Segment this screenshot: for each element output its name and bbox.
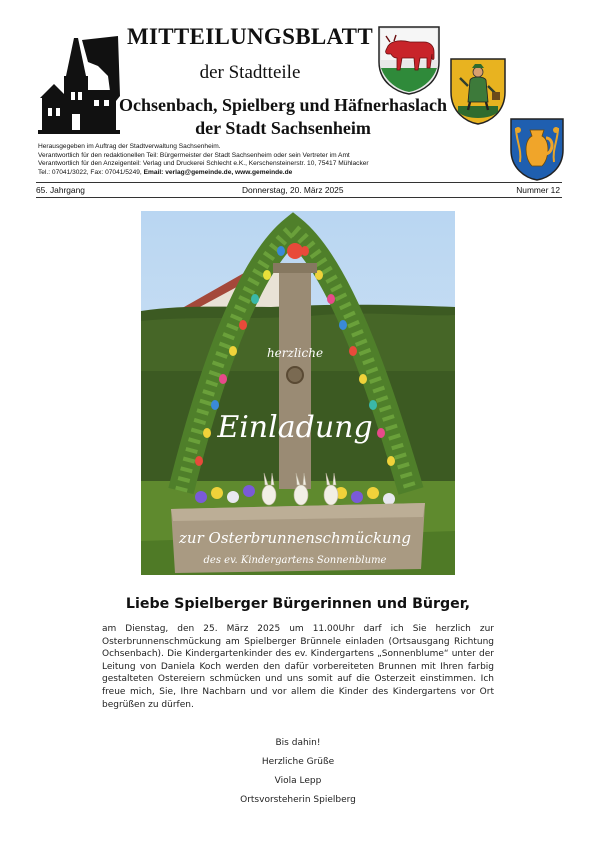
article-headline: Liebe Spielberger Bürgerinnen und Bürger, <box>125 596 471 612</box>
imprint-publisher: Herausgegeben im Auftrag der Stadtverwaltung Sachsenheim. <box>38 143 221 150</box>
header-rule-bottom <box>36 197 562 198</box>
easter-fountain-photo <box>141 211 455 575</box>
article-body: am Dienstag, den 25. März 2025 um 11.00Uhr darf ich Sie herzlich zur Osterbrunnenschmückung am Spielberger Brünnele einladen (Ortsausgang Richtung Ochsenbach). Die Kindergartenkinder des ev. Kindergartens „Sonnenblume“ unter der Leitung von Daniela Koch werden den dafür vorbereiteten Brunnen mit Ihren farbig gestalteten Ostereiern schmücken und uns somit auf die Osterzeit einstimmen. Ich freue mich, Sie, Ihre Nachbarn und vor allem die Kinder des Kindergartens vor Ort begrüßen zu dürfen. <box>102 624 494 710</box>
imprint-email-web[interactable]: Email: verlag@gemeinde.de, www.gemeinde.de <box>143 168 293 176</box>
issue-number: Nummer 12 <box>516 185 560 195</box>
issue-volume: 65. Jahrgang <box>36 185 85 195</box>
masthead-city: der Stadt Sachsenheim <box>195 118 371 138</box>
imprint-editorial: Verantwortlich für den redaktionellen Teil: Bürgermeister der Stadt Sachsenheim oder sein Vertreter im Amt <box>38 151 350 159</box>
spielberg-crest-icon <box>448 56 508 126</box>
masthead-title: MITTEILUNGSBLATT <box>127 24 373 49</box>
photo-text-kindergarten: des ev. Kindergartens Sonnenblume <box>203 555 387 566</box>
haefnerhaslach-crest-icon <box>508 116 566 182</box>
header-rule-top <box>36 182 562 183</box>
closing-bis-dahin: Bis dahin! <box>275 738 321 748</box>
signature-name: Viola Lepp <box>274 776 322 786</box>
photo-text-herzliche: herzliche <box>266 346 324 360</box>
imprint-contact <box>38 169 508 178</box>
closing-greeting: Herzliche Grüße <box>261 757 335 767</box>
imprint <box>38 143 508 177</box>
church-logo <box>38 36 120 134</box>
ochsenbach-crest-icon <box>376 24 442 96</box>
photo-text-einladung: Einladung <box>217 410 373 445</box>
issue-date: Donnerstag, 20. März 2025 <box>242 185 344 195</box>
masthead-subtitle: der Stadtteile <box>199 62 301 83</box>
masthead-districts: Ochsenbach, Spielberg und Häfnerhaslach <box>118 95 448 115</box>
photo-text-osterbrunnen: zur Osterbrunnenschmückung <box>179 529 411 547</box>
imprint-advertising: Verantwortlich für den Anzeigenteil: Verlag und Druckerei Schlecht e.K., Kerschensteinerstr. 10, 75417 Mühlacker <box>38 160 369 168</box>
imprint-phone: Tel.: 07041/3022, Fax: 07041/5249, <box>38 168 144 176</box>
signature-role: Ortsvorsteherin Spielberg <box>240 795 356 805</box>
